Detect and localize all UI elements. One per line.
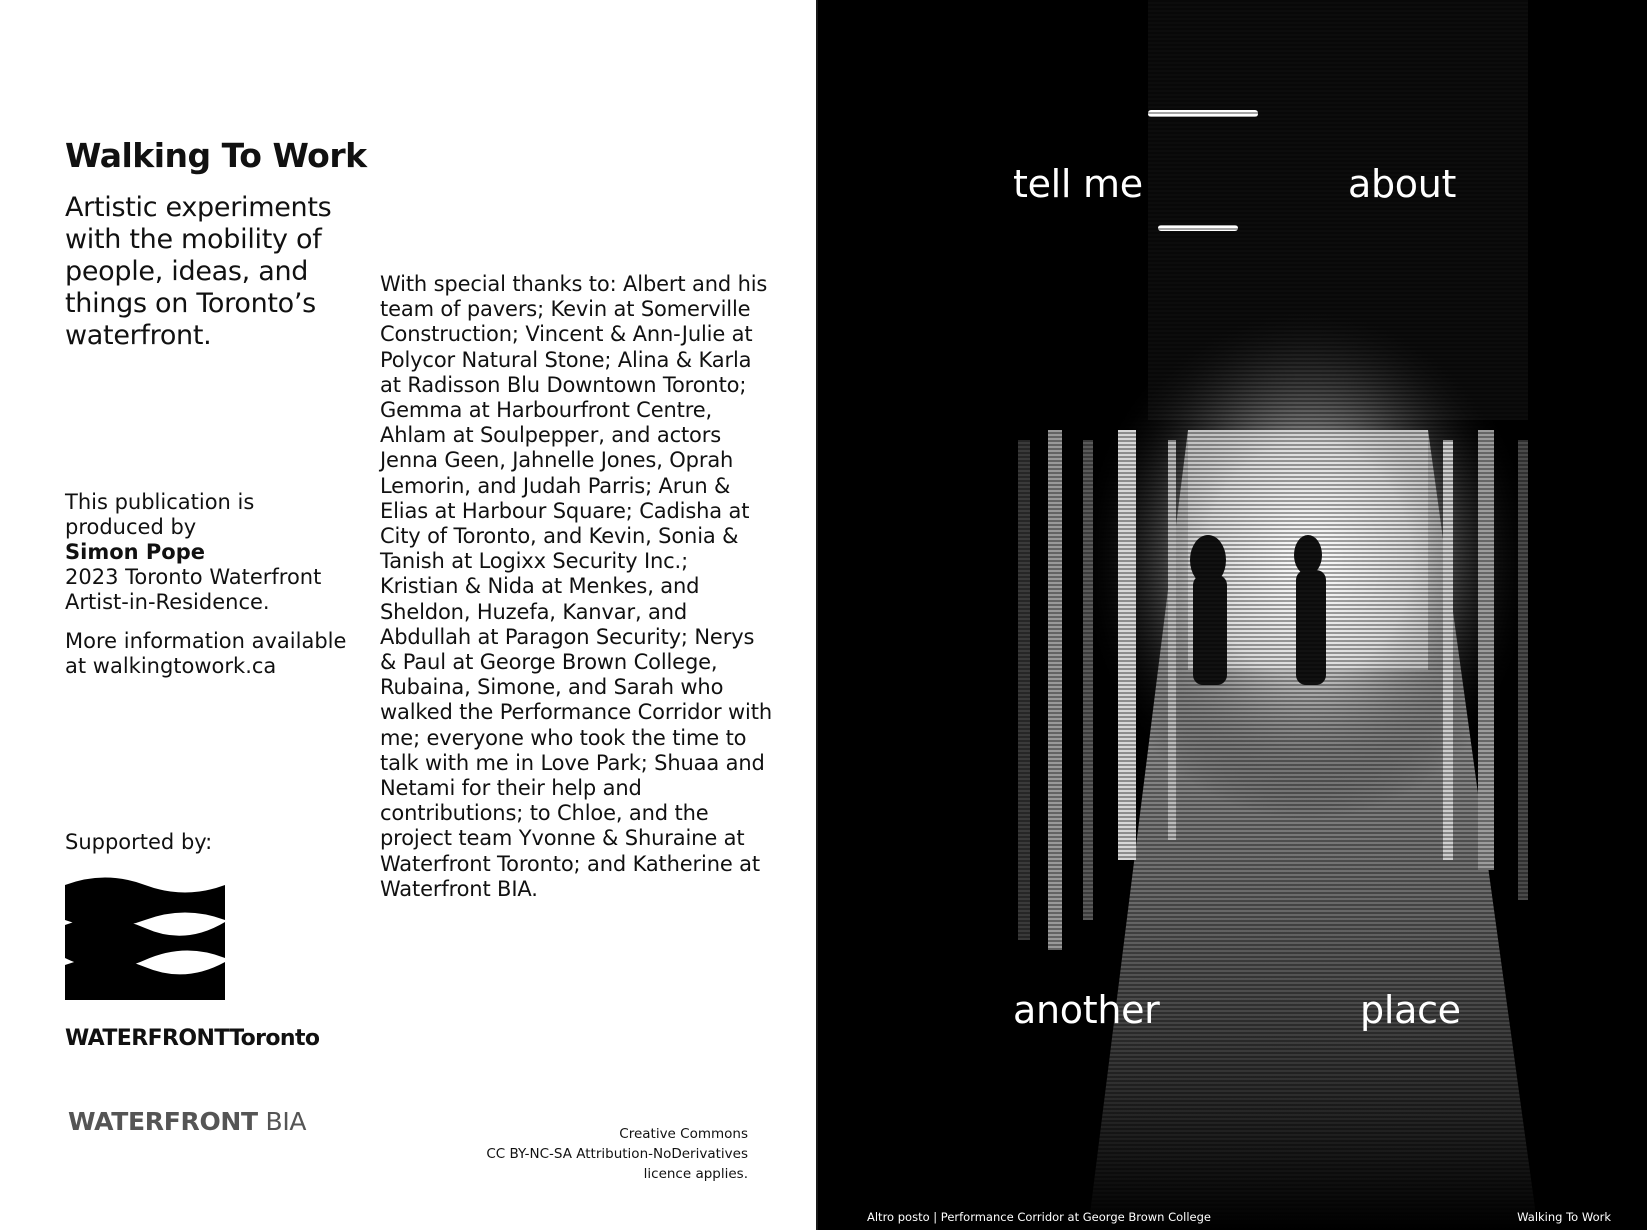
- more-info: More information available at walkingtowork.ca: [65, 629, 347, 678]
- waterfront-toronto-wave-logo: [65, 870, 225, 1000]
- overlay-word-another: another: [1013, 988, 1160, 1032]
- subtitle: Artistic experiments with the mobility of people, ideas, and things on Toronto’s waterfront.: [65, 192, 332, 351]
- licence-line: Creative Commons: [619, 1126, 748, 1142]
- overlay-word-place: place: [1360, 988, 1461, 1032]
- acknowledgements: With special thanks to: Albert and his team of pavers; Kevin at Somerville Construction; Vincent & Ann-Julie at Polycor Natural Stone; Alina & Karla at Radisson Blu Downtown Toronto; Gemma at Harbourfront Centre, Ahlam at Soulpepper, and actors Jenna Geen, Jahnelle Jones, Oprah Lemorin, and Judah Parris; Arun & Elias at Harbour Square; Cadisha at City of Toronto, and Kevin, Sonia & Tanish at Logixx Security Inc.; Kristian & Nida at Menkes, and Sheldon, Huzefa, Kanvar, and Abdullah at Paragon Security; Nerys & Paul at George Brown College, Rubaina, Simone, and Sarah who walked the Performance Corridor with me; everyone who took the time to talk with me in Love Park; Shuaa and Netami for their help and contributions; to Chloe, and the project team Yvonne & Shuraine at Waterfront Toronto; and Katherine at Waterfront BIA.: [380, 272, 772, 901]
- photo-caption: Altro posto | Performance Corridor at George Brown College: [867, 1210, 1212, 1224]
- overlay-word-tell-me: tell me: [1013, 162, 1143, 206]
- licence-line: CC BY-NC-SA Attribution-NoDerivatives: [486, 1146, 748, 1162]
- supported-by-label: Supported by:: [65, 830, 213, 854]
- licence-line: licence applies.: [643, 1166, 748, 1182]
- page-title: Walking To Work: [65, 136, 367, 175]
- bia-wordmark-light: BIA: [265, 1107, 307, 1136]
- waterfront-bia-logo: [68, 1107, 306, 1136]
- residency-note: 2023 Toronto Waterfront Artist-in-Residence.: [65, 565, 322, 614]
- corridor-photo: [818, 0, 1647, 1230]
- left-page: [0, 0, 818, 1230]
- publication-credit: [65, 490, 355, 615]
- author-name: Simon Pope: [65, 540, 205, 564]
- produced-by-label: This publication is produced by: [65, 490, 255, 539]
- licence-note: [470, 1124, 748, 1184]
- overlay-word-about: about: [1348, 162, 1457, 206]
- footer-title: Walking To Work: [1517, 1210, 1611, 1224]
- bia-wordmark-bold: WATERFRONT: [68, 1107, 258, 1136]
- waterfront-toronto-wordmark: WATERFRONTToronto: [65, 1026, 320, 1051]
- right-page: [818, 0, 1647, 1230]
